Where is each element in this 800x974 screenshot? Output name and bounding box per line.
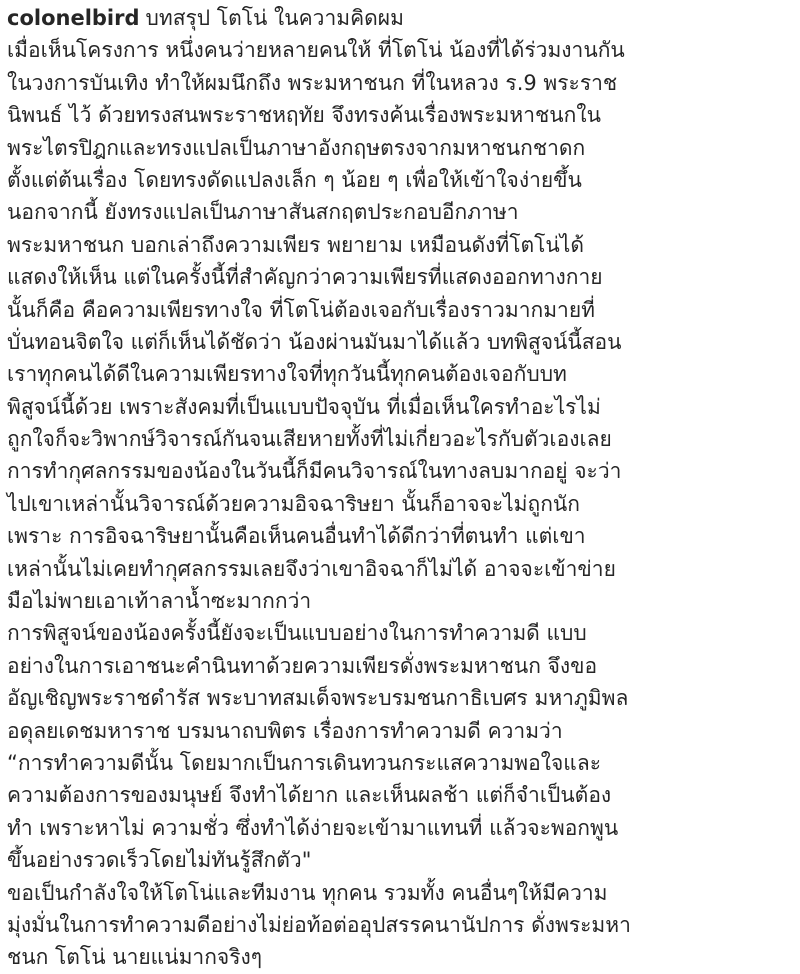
caption-line: การทำกุศลกรรมของน้องในวันนี้ก็มีคนวิจารณ์ในทางลบมากอยู่ จะว่า [7, 459, 622, 484]
caption-line: มือไม่พายเอาเท้าลาน้ำซะมากกว่า [7, 589, 312, 614]
caption-line: อัญเชิญพระราชดำรัส พระบาทสมเด็จพระบรมชนกาธิเบศร มหาภูมิพล [7, 686, 629, 711]
caption-line: บั่นทอนจิตใจ แต่ก็เห็นได้ชัดว่า น้องผ่านมันมาได้แล้ว บทพิสูจน์นี้สอน [7, 329, 622, 354]
caption-line: พระไตรปิฎกและทรงแปลเป็นภาษาอังกฤษตรงจากมหาชนกชาดก [7, 135, 586, 160]
caption-line: เพราะ การอิจฉาริษยานั้นคือเห็นคนอื่นทำได้ดีกว่าที่ตนทำ แต่เขา [7, 524, 586, 549]
caption-line: แสดงให้เห็น แต่ในครั้งนี้ที่สำคัญกว่าความเพียรที่แสดงออกทางกาย [7, 265, 603, 290]
caption-line: ขอเป็นกำลังใจให้โตโน่และทีมงาน ทุกคน รวมทั้ง คนอื่นๆให้มีความ [7, 880, 608, 905]
post-caption [7, 2, 797, 974]
caption-line: ถูกใจก็จะวิพากษ์วิจารณ์กันจนเสียหายทั้งที่ไม่เกี่ยวอะไรกับตัวเองเลย [7, 427, 612, 452]
caption-line: “การทำความดีนั้น โดยมากเป็นการเดินทวนกระแสความพอใจและ [7, 750, 601, 775]
caption-line: เราทุกคนได้ดีในความเพียรทางใจที่ทุกวันนี้ทุกคนต้องเจอกับบท [7, 362, 567, 387]
caption-line: นั้นก็คือ คือความเพียรทางใจ ที่โตโน่ต้องเจอกับเรื่องราวมากมายที่ [7, 297, 595, 322]
caption-line: นิพนธ์ ไว้ ด้วยทรงสนพระราชหฤทัย จึงทรงค้นเรื่องพระมหาชนกใน [7, 103, 601, 128]
caption-line: พระมหาชนก บอกเล่าถึงความเพียร พยายาม เหมือนดังที่โตโน่ได้ [7, 232, 584, 257]
caption-line: อย่างในการเอาชนะคำนินทาด้วยความเพียรดั่งพระมหาชนก จึงขอ [7, 653, 598, 678]
caption-line: ในวงการบันเทิง ทำให้ผมนึกถึง พระมหาชนก ที่ในหลวง ร.9 พระราช [7, 70, 618, 95]
caption-line: เหล่านั้นไม่เคยทำกุศลกรรมเลยจึงว่าเขาอิจฉาก็ไม่ได้ อาจจะเข้าข่าย [7, 556, 616, 581]
caption-line: ความต้องการของมนุษย์ จึงทำได้ยาก และเห็นผลช้า แต่ก็จำเป็นต้อง [7, 783, 612, 808]
caption-line: การพิสูจน์ของน้องครั้งนี้ยังจะเป็นแบบอย่างในการทำความดี แบบ [7, 621, 587, 646]
caption-line: อดุลยเดชมหาราช บรมนาถบพิตร เรื่องการทำความดี ความว่า [7, 718, 563, 743]
caption-line: ทำ เพราะหาไม่ ความชั่ว ซึ่งทำได้ง่ายจะเข้ามาแทนที่ แล้วจะพอกพูน [7, 815, 619, 840]
caption-line: ขึ้นอย่างรวดเร็วโดยไม่ทันรู้สึกตัว" [7, 848, 312, 873]
caption-text: บทสรุป โตโน่ ในความคิดผม [145, 6, 404, 30]
caption-line: ชนก โตโน่ นายแน่มากจริงๆ [7, 945, 263, 970]
caption-line: พิสูจน์นี้ด้วย เพราะสังคมที่เป็นแบบปัจจุบัน ที่เมื่อเห็นใครทำอะไรไม่ [7, 394, 601, 419]
caption-line: ไปเขาเหล่านั้นวิจารณ์ด้วยความอิจฉาริษยา นั้นก็อาจจะไม่ถูกนัก [7, 491, 580, 516]
username-link[interactable]: colonelbird [7, 6, 140, 30]
caption-line [7, 2, 797, 34]
caption-line: นอกจากนี้ ยังทรงแปลเป็นภาษาสันสกฤตประกอบอีกภาษา [7, 200, 519, 225]
caption-line: ตั้งแต่ต้นเรื่อง โดยทรงดัดแปลงเล็ก ๆ น้อย ๆ เพื่อให้เข้าใจง่ายขึ้น [7, 167, 582, 192]
caption-line: มุ่งมั่นในการทำความดีอย่างไม่ย่อท้อต่ออุปสรรคนานัปการ ดั่งพระมหา [7, 912, 631, 937]
caption-line: เมื่อเห็นโครงการ หนึ่งคนว่ายหลายคนให้ ที่โตโน่ น้องที่ได้ร่วมงานกัน [7, 38, 625, 63]
